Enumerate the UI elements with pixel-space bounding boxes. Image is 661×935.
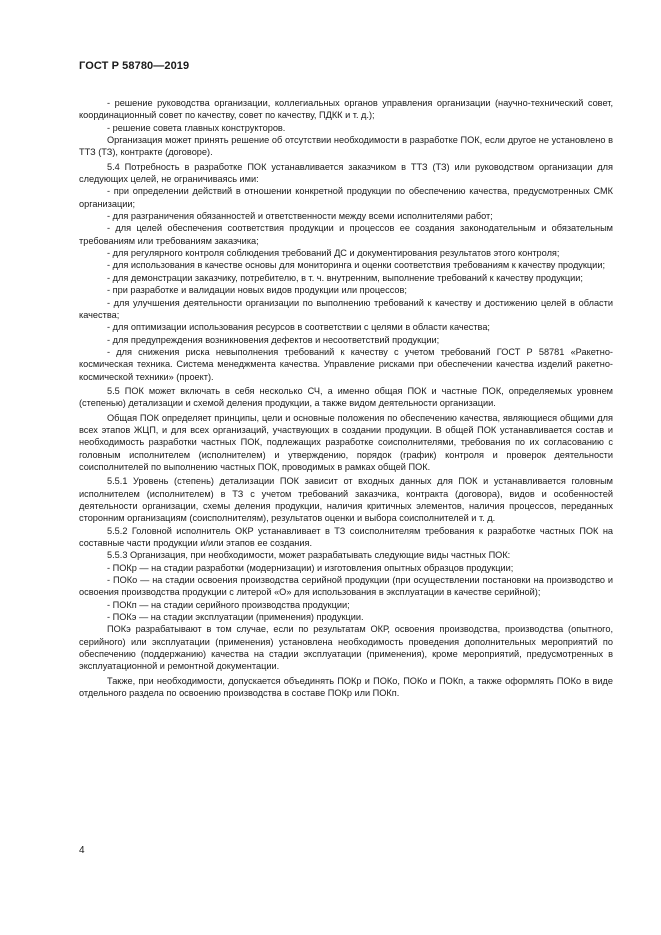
paragraph: 5.5.2 Головной исполнитель ОКР устанавливает в ТЗ соисполнителям требования к разработке частных ПОК на составные части продукции и/или этапов ее создания. [79, 525, 613, 549]
paragraph: 5.5.3 Организация, при необходимости, может разрабатывать следующие виды частных ПОК: [107, 550, 511, 561]
paragraph: Организация может принять решение об отсутствии необходимости в разработке ПОК, если другое не установлено в ТТЗ (ТЗ), контракте (договоре). [79, 135, 613, 158]
paragraph: - для регулярного контроля соблюдения требований ДС и документирования результатов этого контроля; [107, 248, 560, 259]
paragraph: - для снижения риска невыполнения требований к качеству с учетом требований ГОСТ Р 58781 «Ракетно-космическая техника. Система менеджмента качества. Управление рисками при обеспечении качества изделий ракетно-космической техники» (проект). [79, 346, 613, 382]
paragraph: - для оптимизации использования ресурсов в соответствии с целями в области качества; [107, 322, 490, 333]
paragraph: 5.5.1 Уровень (степень) детализации ПОК зависит от входных данных для ПОК и устанавливается головным исполнителем (исполнителем) в ТЗ с учетом требований заказчика, контракта (договора), видов и особенностей деятельности организации, схемы деления продукции, наличия критичных элементов, наличия процессов, переданных сторонним организациям (соисполнителям), результатов оценки и выбора соисполнителей и т. д. [79, 476, 613, 524]
paragraph: - ПОКо — на стадии освоения производства серийной продукции (при осуществлении постановки на производство и освоения производства продукции с литерой «О» для использования в эксплуатации в качестве серийной); [79, 575, 613, 598]
paragraph: - решение руководства организации, коллегиальных органов управления организации (научно-технический совет, координационный совет по качеству, совет по качеству, ПДКК и т. д.); [79, 98, 613, 121]
paragraph: - ПОКр — на стадии разработки (модернизации) и изготовления опытных образцов продукции; [107, 562, 514, 573]
document-body [79, 97, 613, 700]
paragraph: 5.5 ПОК может включать в себя несколько СЧ, а именно общая ПОК и частные ПОК, определяемых уровнем (степенью) детализации и схемой деления продукции, а также видом деятельности организации. [79, 385, 613, 409]
paragraph: - решение совета главных конструкторов. [107, 122, 286, 133]
paragraph: - при разработке и валидации новых видов продукции или процессов; [107, 285, 407, 296]
paragraph: - ПОКп — на стадии серийного производства продукции; [107, 599, 350, 610]
paragraph: ПОКэ разрабатывают в том случае, если по результатам ОКР, освоения производства, производства (опытного, серийного) или эксплуатации (применения) установлена необходимость проведения дополнительных мероприятий по обеспечению (поддержанию) качества на стадии эксплуатации (применения), кроме мероприятий, предусмотренных в эксплуатационной и ремонтной документации. [79, 624, 613, 672]
paragraph: - для демонстрации заказчику, потребителю, в т. ч. внутренним, выполнение требований к качеству продукции; [107, 272, 583, 283]
page-number: 4 [79, 845, 85, 856]
paragraph: - для использования в качестве основы для мониторинга и оценки соответствия требованиям к качеству продукции; [107, 260, 605, 271]
paragraph: - для целей обеспечения соответствия продукции и процессов ее создания законодательным и обязательным требованиям или требованиям заказчика; [79, 223, 613, 246]
paragraph: 5.4 Потребность в разработке ПОК устанавливается заказчиком в ТТЗ (ТЗ) или руководством организации для следующих целей, не ограничиваясь ими: [79, 161, 613, 185]
paragraph: - ПОКэ — на стадии эксплуатации (применения) продукции. [107, 612, 364, 623]
paragraph: - для разграничения обязанностей и ответственности между всеми исполнителями работ; [107, 211, 493, 222]
paragraph: - при определении действий в отношении конкретной продукции по обеспечению качества, предусмотренных СМК организации; [79, 186, 613, 209]
paragraph: Также, при необходимости, допускается объединять ПОКр и ПОКо, ПОКо и ПОКп, а также оформлять ПОКо в виде отдельного раздела по освоению производства в составе ПОКр или ПОКп. [79, 675, 613, 699]
paragraph: Общая ПОК определяет принципы, цели и основные положения по обеспечению качества, являющиеся общими для всех этапов ЖЦП, и для всех организаций, участвующих в создании продукции. В общей ПОК устанавливается состав и необходимость разработки частных ПОК, подлежащих разработке соисполнителями, требования по их согласованию с головным исполнителем (исполнителем) и утверждению, порядок (график) контроля и проверок деятельности соисполнителей по выполнению частных ПОК, проводимых в рамках общей ПОК. [79, 412, 613, 472]
paragraph: - для предупреждения возникновения дефектов и несоответствий продукции; [107, 334, 440, 345]
paragraph: - для улучшения деятельности организации по выполнению требований к качеству и достижению целей в области качества; [79, 297, 613, 320]
standard-header: ГОСТ Р 58780—2019 [79, 60, 190, 72]
